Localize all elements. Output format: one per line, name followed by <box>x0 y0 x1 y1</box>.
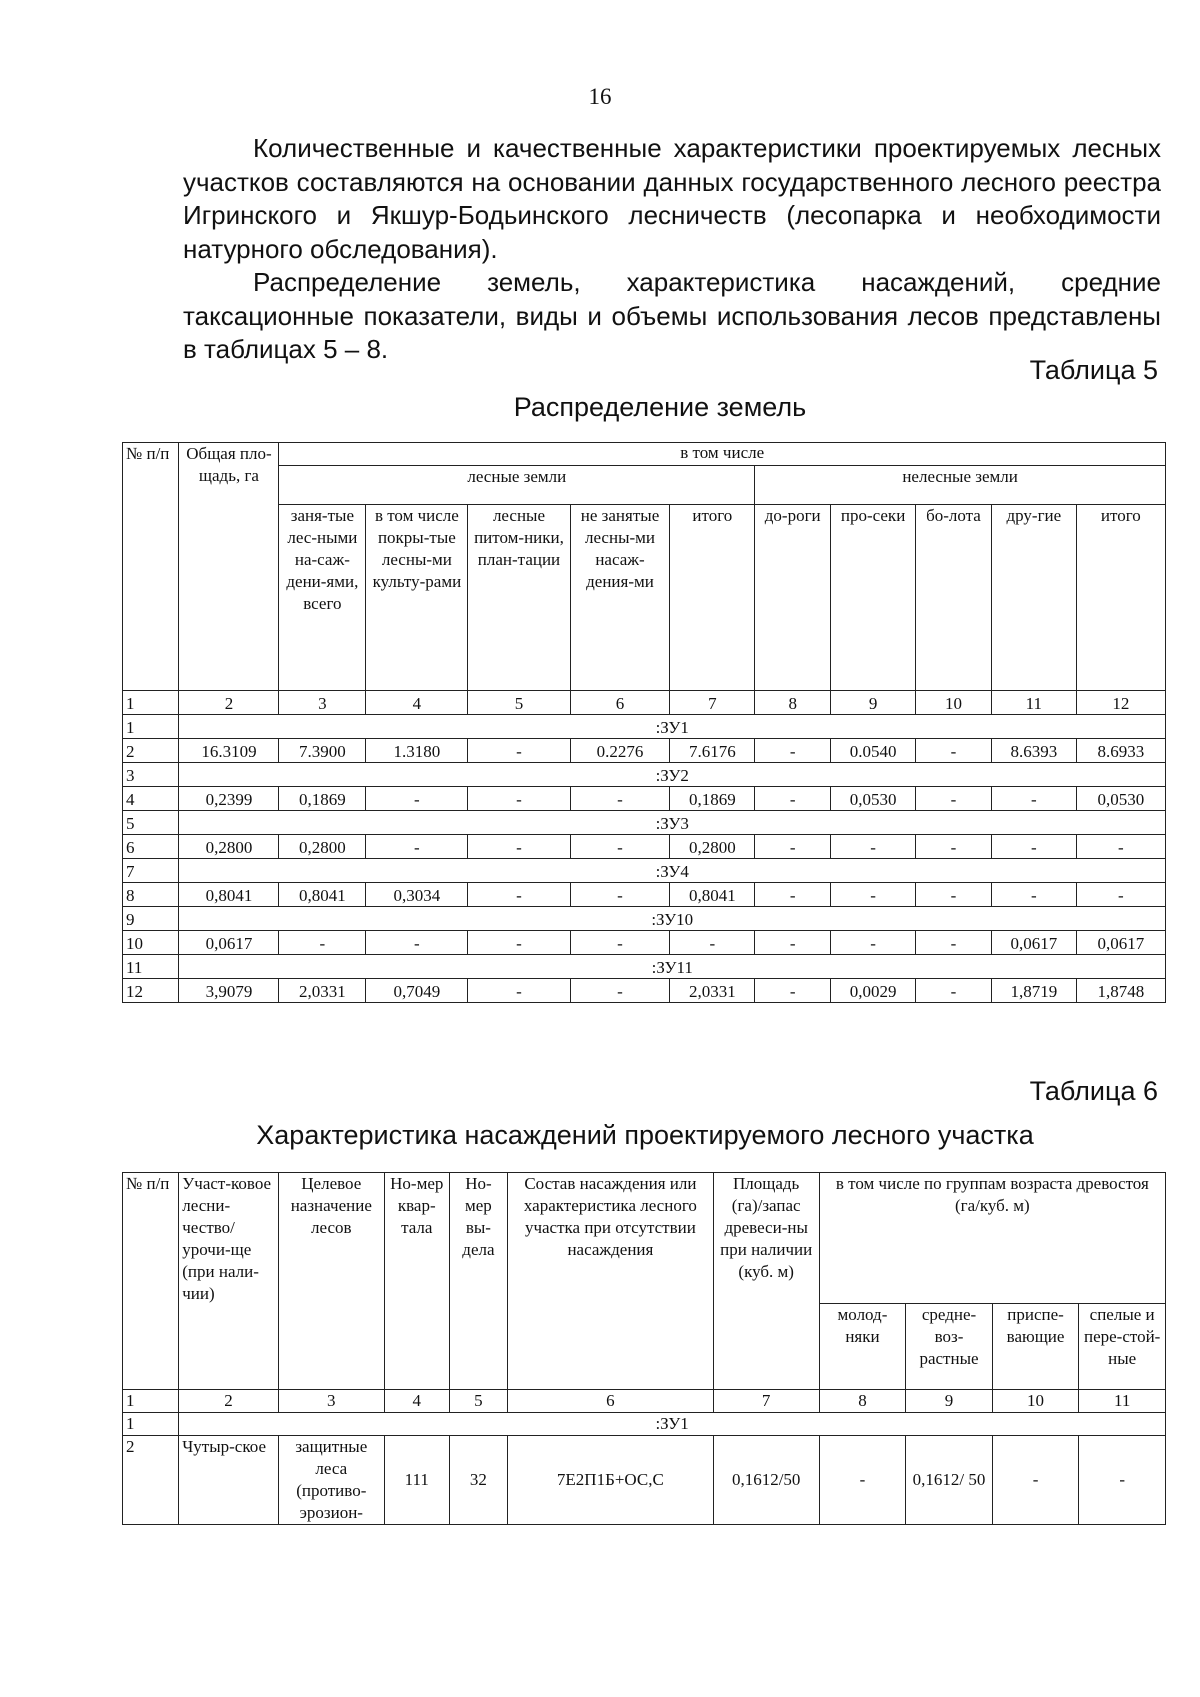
t5-colnum-3: 3 <box>279 691 366 715</box>
t5-cell: - <box>831 835 916 859</box>
table6-label: Таблица 6 <box>1029 1076 1158 1106</box>
t5-row-num: 10 <box>123 931 179 955</box>
t5-cell: 0,8041 <box>279 883 366 907</box>
t5-section-row <box>123 763 1166 787</box>
t5-cell: - <box>831 931 916 955</box>
paragraph-1: Количественные и качественные характеристики проектируемых лесных участков составляются на основании данных государственного лесного реестра Игринского и Якшур-Бодьинского лесничеств (лесопарка и необходимости натурного обследования). <box>183 133 1161 264</box>
t6-header-col-5: Но-мер вы-дела <box>449 1173 507 1390</box>
t6-header-col-7: Площадь (га)/запас древеси-ны при наличии (куб. м) <box>713 1173 819 1390</box>
t5-cell: 1,8719 <box>991 979 1076 1003</box>
t5-colnum-8: 8 <box>755 691 831 715</box>
t6-cell: 0,1612/50 <box>713 1436 819 1525</box>
t6-header-age-col-8: молод-няки <box>819 1304 906 1390</box>
t5-colnum-6: 6 <box>570 691 670 715</box>
t5-header-col-8: до-роги <box>755 505 831 691</box>
t6-cell: 0,1612/ 50 <box>906 1436 993 1525</box>
t6-header-age-col-10: приспе-вающие <box>992 1304 1079 1390</box>
t5-row-num: 5 <box>123 811 179 835</box>
t5-cell: - <box>570 787 670 811</box>
t6-row-num: 1 <box>123 1413 179 1436</box>
t5-cell: 0,7049 <box>366 979 468 1003</box>
t5-section-label: :ЗУ3 <box>179 811 1166 835</box>
t6-section-label: :ЗУ1 <box>179 1413 1166 1436</box>
table6 <box>122 1172 1166 1525</box>
t5-cell: 7.3900 <box>279 739 366 763</box>
t5-cell: 0,8041 <box>179 883 279 907</box>
t5-data-row <box>123 979 1166 1003</box>
t5-cell: - <box>468 979 570 1003</box>
t5-row-num: 8 <box>123 883 179 907</box>
t5-cell: - <box>915 883 991 907</box>
t6-header-col-6: Состав насаждения или характеристика лесного участка при отсутствии насаждения <box>508 1173 714 1390</box>
t5-colnum-7: 7 <box>670 691 755 715</box>
t5-header-col-9: про-секи <box>831 505 916 691</box>
t5-section-row <box>123 715 1166 739</box>
t5-colnum-11: 11 <box>991 691 1076 715</box>
t5-cell: 0,2800 <box>279 835 366 859</box>
t5-row-num: 11 <box>123 955 179 979</box>
t6-cell: - <box>1079 1436 1166 1525</box>
t5-data-row <box>123 835 1166 859</box>
t5-cell: 0,2399 <box>179 787 279 811</box>
t5-row-num: 2 <box>123 739 179 763</box>
t5-cell: 0.2276 <box>570 739 670 763</box>
t5-cell: - <box>915 835 991 859</box>
t5-header-col-11: дру-гие <box>991 505 1076 691</box>
t6-cell: 32 <box>449 1436 507 1525</box>
t5-data-row <box>123 883 1166 907</box>
t5-cell: - <box>279 931 366 955</box>
t5-cell: - <box>755 883 831 907</box>
t5-cell: - <box>570 931 670 955</box>
t5-section-row <box>123 859 1166 883</box>
t5-row-num: 3 <box>123 763 179 787</box>
t5-cell: 0,1869 <box>670 787 755 811</box>
t5-cell: - <box>915 787 991 811</box>
t5-cell: 2,0331 <box>279 979 366 1003</box>
t6-colnum-8: 8 <box>819 1390 906 1413</box>
table5-title: Распределение земель <box>513 392 807 422</box>
t5-cell: - <box>991 883 1076 907</box>
t5-cell: - <box>570 835 670 859</box>
t5-colnum-2: 2 <box>179 691 279 715</box>
t5-header-nonforest: нелесные земли <box>755 466 1166 505</box>
t5-header-col-5: лесные питом-ники, план-тации <box>468 505 570 691</box>
t5-cell: - <box>670 931 755 955</box>
t5-cell: 7.6176 <box>670 739 755 763</box>
t6-row-num: 2 <box>123 1436 179 1525</box>
t5-row-num: 9 <box>123 907 179 931</box>
t6-cell: защитные леса (противо-эрозион- <box>278 1436 384 1525</box>
t5-header-total-area: Общая пло-щадь, га <box>179 443 279 691</box>
t6-colnum-4: 4 <box>384 1390 449 1413</box>
t5-cell: - <box>755 739 831 763</box>
t6-colnum-10: 10 <box>992 1390 1079 1413</box>
t5-cell: - <box>468 739 570 763</box>
t5-section-label: :ЗУ4 <box>179 859 1166 883</box>
t5-cell: - <box>468 883 570 907</box>
t5-cell: 0,0530 <box>831 787 916 811</box>
t5-cell: 0,3034 <box>366 883 468 907</box>
t5-cell: 0,2800 <box>670 835 755 859</box>
t5-row-num: 12 <box>123 979 179 1003</box>
t6-cell: - <box>819 1436 906 1525</box>
t6-colnum-3: 3 <box>278 1390 384 1413</box>
t6-header-col-2: Участ-ковое лесни-чество/ урочи-ще (при нали-чии) <box>179 1173 279 1390</box>
t5-section-row <box>123 811 1166 835</box>
t5-cell: 0,8041 <box>670 883 755 907</box>
t5-data-row <box>123 739 1166 763</box>
t5-section-row <box>123 955 1166 979</box>
t5-cell: - <box>755 787 831 811</box>
t5-cell: 0,0617 <box>991 931 1076 955</box>
t5-cell: - <box>915 979 991 1003</box>
t5-cell: 0,0029 <box>831 979 916 1003</box>
t5-cell: 1.3180 <box>366 739 468 763</box>
t6-colnum-1: 1 <box>123 1390 179 1413</box>
t5-cell: - <box>468 931 570 955</box>
t5-header-forest: лесные земли <box>279 466 755 505</box>
t5-cell: 8.6393 <box>991 739 1076 763</box>
t6-header-col-1: № п/п <box>123 1173 179 1390</box>
t5-cell: - <box>755 931 831 955</box>
t5-cell: 8.6933 <box>1076 739 1165 763</box>
t5-data-row <box>123 787 1166 811</box>
t5-cell: 3,9079 <box>179 979 279 1003</box>
t6-cell: 7Е2П1Б+ОС,С <box>508 1436 714 1525</box>
t5-cell: - <box>366 835 468 859</box>
t5-cell: - <box>570 883 670 907</box>
t5-cell: 0,0617 <box>1076 931 1165 955</box>
t5-row-num: 4 <box>123 787 179 811</box>
t5-data-row <box>123 931 1166 955</box>
t6-header-col-4: Но-мер квар-тала <box>384 1173 449 1390</box>
paragraph-2: Распределение земель, характеристика насаждений, средние таксационные показатели, виды и объемы использования лесов представлены в таблицах 5 – 8. <box>183 267 1161 364</box>
t6-cell: Чутыр-ское <box>179 1436 279 1525</box>
t5-cell: 16.3109 <box>179 739 279 763</box>
t5-cell: - <box>755 979 831 1003</box>
t5-section-label: :ЗУ1 <box>179 715 1166 739</box>
t5-cell: - <box>1076 883 1165 907</box>
t5-cell: - <box>366 787 468 811</box>
t6-colnum-2: 2 <box>179 1390 279 1413</box>
t5-colnum-4: 4 <box>366 691 468 715</box>
t5-colnum-12: 12 <box>1076 691 1165 715</box>
t5-cell: - <box>755 835 831 859</box>
t5-cell: - <box>831 883 916 907</box>
t5-cell: 0,1869 <box>279 787 366 811</box>
t6-header-age-col-11: спелые и пере-стой-ные <box>1079 1304 1166 1390</box>
table6-title: Характеристика насаждений проектируемого лесного участка <box>256 1120 1034 1150</box>
t5-header-col-3: заня-тые лес-ными на-саж-дени-ями, всего <box>279 505 366 691</box>
t5-colnum-5: 5 <box>468 691 570 715</box>
t6-cell: - <box>992 1436 1079 1525</box>
t5-header-col-7: итого <box>670 505 755 691</box>
t5-section-label: :ЗУ11 <box>179 955 1166 979</box>
t5-cell: 0,0530 <box>1076 787 1165 811</box>
t5-cell: - <box>991 787 1076 811</box>
t6-colnum-11: 11 <box>1079 1390 1166 1413</box>
t5-section-row <box>123 907 1166 931</box>
t6-colnum-6: 6 <box>508 1390 714 1413</box>
t6-header-age-col-9: средне-воз-растные <box>906 1304 993 1390</box>
t6-colnum-9: 9 <box>906 1390 993 1413</box>
t5-cell: - <box>915 931 991 955</box>
t5-cell: 1,8748 <box>1076 979 1165 1003</box>
t5-cell: 2,0331 <box>670 979 755 1003</box>
t5-row-num: 6 <box>123 835 179 859</box>
t5-cell: 0,2800 <box>179 835 279 859</box>
table5 <box>122 442 1166 1003</box>
t5-row-num: 1 <box>123 715 179 739</box>
t5-section-label: :ЗУ10 <box>179 907 1166 931</box>
t5-cell: - <box>570 979 670 1003</box>
t6-cell: 111 <box>384 1436 449 1525</box>
t5-colnum-9: 9 <box>831 691 916 715</box>
t5-cell: - <box>915 739 991 763</box>
t5-cell: - <box>1076 835 1165 859</box>
t5-colnum-10: 10 <box>915 691 991 715</box>
t6-colnum-7: 7 <box>713 1390 819 1413</box>
t5-header-col-10: бо-лота <box>915 505 991 691</box>
t6-header-age-groups: в том числе по группам возраста древостоя (га/куб. м) <box>819 1173 1165 1304</box>
t5-cell: - <box>366 931 468 955</box>
page-number: 16 <box>588 84 612 109</box>
t5-row-num: 7 <box>123 859 179 883</box>
t5-cell: - <box>991 835 1076 859</box>
t6-header-col-3: Целевое назначение лесов <box>278 1173 384 1390</box>
t6-data-row <box>123 1436 1166 1525</box>
t5-cell: - <box>468 835 570 859</box>
t5-cell: - <box>468 787 570 811</box>
t5-cell: 0,0617 <box>179 931 279 955</box>
t5-header-col-6: не занятые лесны-ми насаж-дения-ми <box>570 505 670 691</box>
t5-cell: 0.0540 <box>831 739 916 763</box>
t5-colnum-1: 1 <box>123 691 179 715</box>
t6-section-row <box>123 1413 1166 1436</box>
t5-header-col-12: итого <box>1076 505 1165 691</box>
t6-colnum-5: 5 <box>449 1390 507 1413</box>
t5-header-incl: в том числе <box>279 443 1166 466</box>
t5-section-label: :ЗУ2 <box>179 763 1166 787</box>
table5-label: Таблица 5 <box>1029 355 1158 385</box>
t5-header-num: № п/п <box>123 443 179 691</box>
t5-header-col-4: в том числе покры-тые лесны-ми культу-рами <box>366 505 468 691</box>
